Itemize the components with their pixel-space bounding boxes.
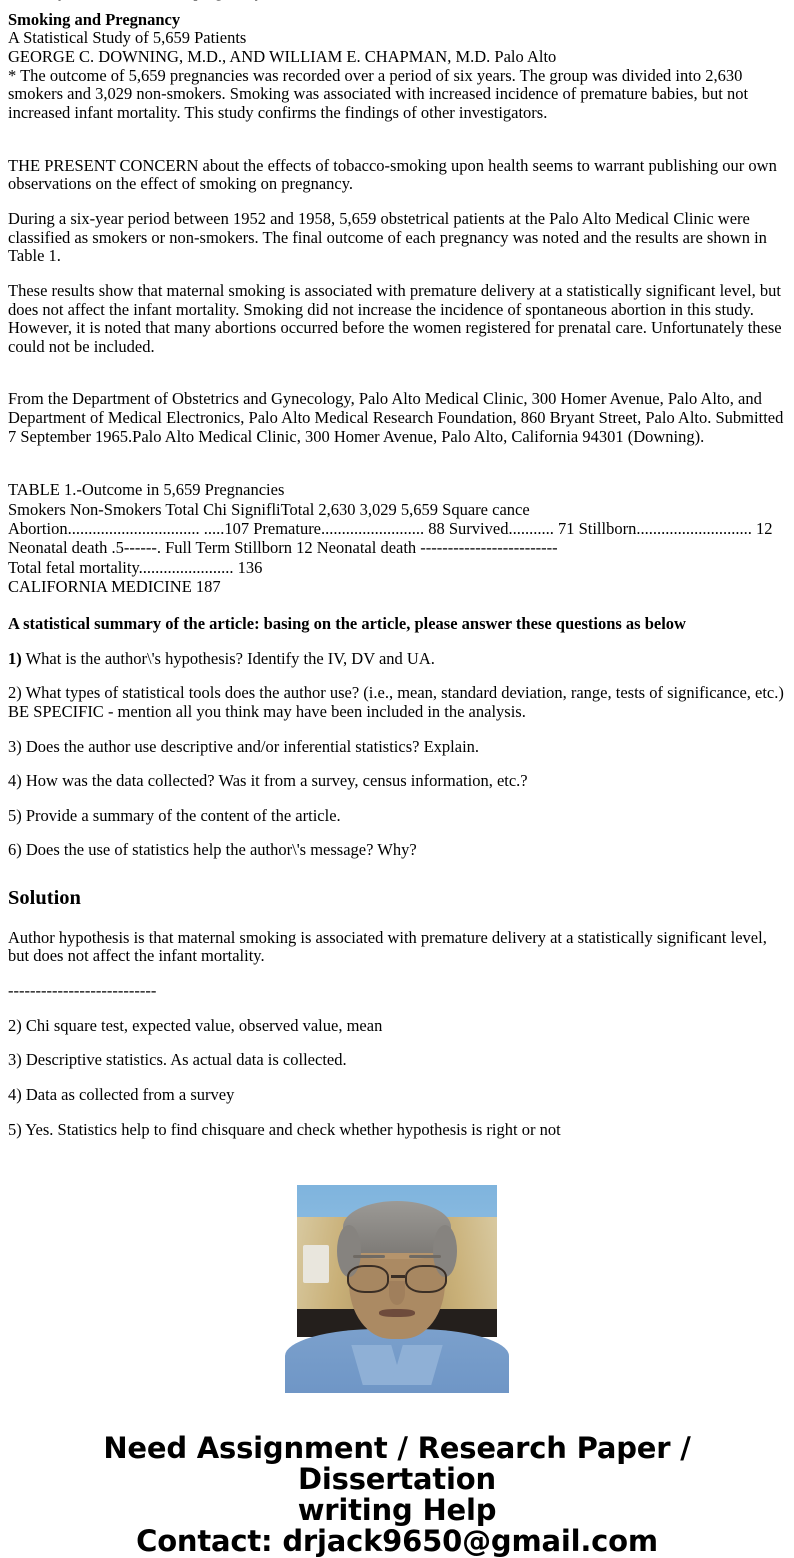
avatar-eyebrow-right xyxy=(409,1255,441,1258)
question-text: What types of statistical tools does the author use? (i.e., mean, standard deviation, range, tests of significance, etc.) BE SPECIFIC - mention all you think may have been included in the analysis. xyxy=(8,683,784,721)
table-row: Neonatal death .5------. Full Term Stillborn 12 Neonatal death ------------------------- xyxy=(8,538,558,558)
article-affiliation: From the Department of Obstetrics and Gynecology, Palo Alto Medical Clinic, 300 Homer Avenue, Palo Alto, and Department of Medical Electronics, Palo Alto Medical Research Foundation, 860 Bryant Street, Palo Alto. Submitted 7 September 1965.Palo Alto Medical Clinic, 300 Homer Avenue, Palo Alto, California 94301 (Downing). xyxy=(8,389,784,446)
question-item xyxy=(8,650,786,669)
question-text: How was the data collected? Was it from a survey, census information, etc.? xyxy=(21,771,528,791)
table-1-block xyxy=(8,480,786,596)
table-row: Smokers Non-Smokers Total Chi SignifliTotal 2,630 3,029 5,659 Square cance xyxy=(8,499,530,519)
question-item xyxy=(8,772,786,791)
assignment-heading: A statistical summary of the article: basing on the article, please answer these questions as below xyxy=(8,614,686,634)
cta-line-1: Need Assignment / Research Paper / Dissertation xyxy=(103,1431,691,1497)
spacer-before-solution xyxy=(8,876,786,886)
question-text: Does the author use descriptive and/or inferential statistics? Explain. xyxy=(21,736,480,756)
question-text: What is the author\'s hypothesis? Identify the IV, DV and UA. xyxy=(21,648,435,668)
article-abstract: * The outcome of 5,659 pregnancies was recorded over a period of six years. The group was divided into 2,630 smokers and 3,029 non-smokers. Smoking was associated with increased incidence of premature babies, but not increased infant mortality. This study confirms the findings of other investigators. xyxy=(8,65,749,123)
photo-container xyxy=(8,1185,786,1385)
avatar-eyeglass-bridge xyxy=(391,1275,405,1278)
spacer-before-affiliation xyxy=(8,372,786,390)
clipped-top-line xyxy=(8,0,786,10)
question-item xyxy=(8,738,786,757)
question-item xyxy=(8,684,786,721)
question-number: 3) xyxy=(8,736,22,756)
article-paragraph-3: These results show that maternal smoking is associated with premature delivery at a statistically significant level, but does not affect the infant mortality. Smoking did not increase the incidence of spontaneous abortion in this study. However, it is noted that many abortions occurred before the women registered for prenatal care. Unfortunately these could not be included. xyxy=(8,280,782,356)
solution-answer-item: 2) Chi square test, expected value, observed value, mean xyxy=(8,1015,383,1035)
photo-background-switchplate xyxy=(303,1245,329,1283)
table-row: Abortion................................ .....107 Premature......................... 88 Survived........... 71 Stillborn............................ 12 xyxy=(8,518,773,538)
question-item xyxy=(8,807,786,826)
table-caption: TABLE 1.-Outcome in 5,659 Pregnancies xyxy=(8,480,285,500)
cta-block xyxy=(8,1433,786,1557)
question-item xyxy=(8,841,786,860)
solution-divider: --------------------------- xyxy=(8,980,157,1000)
solution-answer-item: 5) Yes. Statistics help to find chisquare and check whether hypothesis is right or not xyxy=(8,1119,561,1139)
avatar-eyebrow-left xyxy=(353,1255,385,1258)
cta-email[interactable]: Contact: drjack9650@gmail.com xyxy=(136,1524,658,1558)
question-number: 4) xyxy=(8,771,22,791)
avatar xyxy=(297,1185,497,1385)
question-number: 6) xyxy=(8,840,22,860)
article-title: Smoking and Pregnancy xyxy=(8,10,181,29)
table-row: Total fetal mortality....................... 136 xyxy=(8,557,263,577)
article-paragraph-1: THE PRESENT CONCERN about the effects of tobacco-smoking upon health seems to warrant publishing our own observations on the effect of smoking on pregnancy. xyxy=(8,155,777,194)
article-subtitle: A Statistical Study of 5,659 Patients xyxy=(8,28,247,48)
question-number: 2) xyxy=(8,683,22,703)
journal-footer-line: CALIFORNIA MEDICINE 187 xyxy=(8,576,221,596)
spacer-after-abstract xyxy=(8,139,786,157)
question-text: Does the use of statistics help the author\'s message? Why? xyxy=(21,840,417,860)
article-authors: GEORGE C. DOWNING, M.D., AND WILLIAM E. CHAPMAN, M.D. Palo Alto xyxy=(8,47,557,67)
avatar-eyeglass-right xyxy=(405,1265,447,1293)
article-paragraph-2: During a six-year period between 1952 and 1958, 5,659 obstetrical patients at the Palo Alto Medical Clinic were classified as smokers or non-smokers. The final outcome of each pregnancy was noted and the results are shown in Table 1. xyxy=(8,208,767,266)
spacer-before-table xyxy=(8,462,786,480)
avatar-mouth xyxy=(379,1309,415,1317)
clipped-top-line-text xyxy=(8,0,263,2)
spacer-before-assignment xyxy=(8,596,786,614)
solution-answer-item: 4) Data as collected from a survey xyxy=(8,1084,235,1104)
avatar-nose xyxy=(389,1281,405,1305)
solution-heading: Solution xyxy=(8,887,81,910)
solution-answer-item: 3) Descriptive statistics. As actual data is collected. xyxy=(8,1050,347,1070)
question-number: 1) xyxy=(8,648,22,668)
question-text: Provide a summary of the content of the article. xyxy=(21,805,341,825)
solution-answer-1: Author hypothesis is that maternal smoking is associated with premature delivery at a statistically significant level, but does not affect the infant mortality. xyxy=(8,927,767,966)
question-number: 5) xyxy=(8,805,22,825)
cta-line-2: writing Help xyxy=(297,1493,497,1528)
avatar-eyeglass-left xyxy=(347,1265,389,1293)
